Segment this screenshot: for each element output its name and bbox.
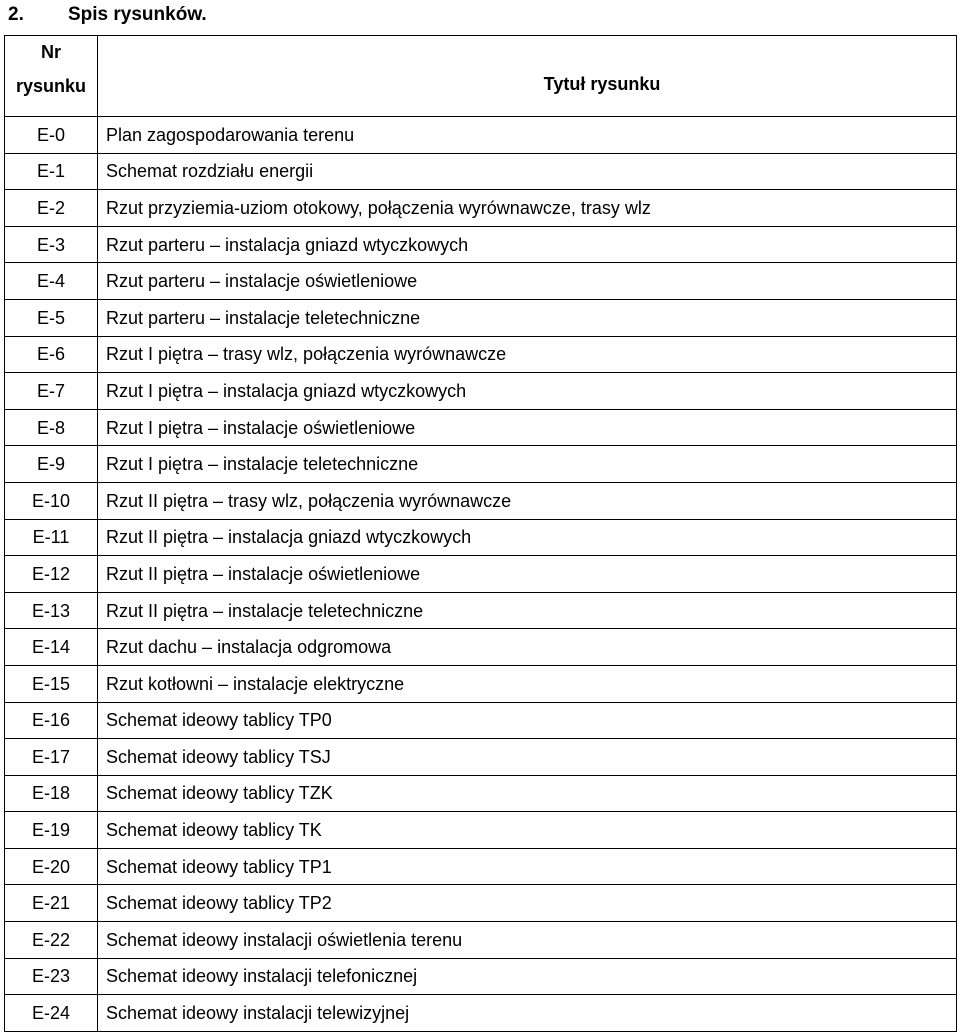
figure-number-cell: E-21 (5, 885, 98, 922)
figure-title-cell: Schemat rozdziału energii (98, 153, 957, 190)
figure-number-cell: E-18 (5, 775, 98, 812)
section-heading (8, 0, 207, 30)
figure-number-cell: E-19 (5, 812, 98, 849)
figure-title-cell: Rzut I piętra – instalacje teletechniczne (98, 446, 957, 483)
figure-title-cell: Rzut II piętra – trasy wlz, połączenia wyrównawcze (98, 482, 957, 519)
figure-number-cell: E-24 (5, 995, 98, 1032)
figure-title-cell: Rzut II piętra – instalacje teletechniczne (98, 592, 957, 629)
figure-number-cell: E-0 (5, 117, 98, 154)
figure-title-cell: Schemat ideowy tablicy TP2 (98, 885, 957, 922)
table-row (5, 739, 957, 776)
table-row (5, 117, 957, 154)
table-row (5, 446, 957, 483)
figure-number-cell: E-2 (5, 190, 98, 227)
section-number: 2. (8, 4, 24, 25)
table-row (5, 995, 957, 1032)
figure-title-cell: Schemat ideowy tablicy TK (98, 812, 957, 849)
figure-title-cell: Schemat ideowy instalacji oświetlenia terenu (98, 922, 957, 959)
table-row (5, 702, 957, 739)
figure-title-cell: Rzut parteru – instalacje oświetleniowe (98, 263, 957, 300)
figure-number-cell: E-16 (5, 702, 98, 739)
figure-title-cell: Rzut I piętra – instalacje oświetleniowe (98, 409, 957, 446)
figure-title-cell: Schemat ideowy tablicy TP1 (98, 848, 957, 885)
figure-number-cell: E-3 (5, 226, 98, 263)
table-row (5, 336, 957, 373)
figure-title-cell: Rzut dachu – instalacja odgromowa (98, 629, 957, 666)
figure-title-cell: Schemat ideowy tablicy TP0 (98, 702, 957, 739)
table-row (5, 848, 957, 885)
figure-number-cell: E-6 (5, 336, 98, 373)
figure-number-cell: E-10 (5, 482, 98, 519)
figure-number-cell: E-20 (5, 848, 98, 885)
figure-number-cell: E-17 (5, 739, 98, 776)
figure-title-cell: Rzut przyziemia-uziom otokowy, połączenia wyrównawcze, trasy wlz (98, 190, 957, 227)
table-row (5, 629, 957, 666)
figure-number-cell: E-22 (5, 922, 98, 959)
figure-title-cell: Rzut II piętra – instalacja gniazd wtyczkowych (98, 519, 957, 556)
table-row (5, 153, 957, 190)
figure-number-cell: E-12 (5, 556, 98, 593)
figure-number-cell: E-8 (5, 409, 98, 446)
figure-title-cell: Rzut I piętra – instalacja gniazd wtyczkowych (98, 373, 957, 410)
table-row (5, 482, 957, 519)
figures-table-body (5, 36, 957, 1032)
table-row (5, 775, 957, 812)
figure-title-cell: Schemat ideowy tablicy TZK (98, 775, 957, 812)
header-rysunku-label: rysunku (15, 76, 87, 96)
figure-number-cell: E-7 (5, 373, 98, 410)
header-nr-label: Nr (40, 42, 61, 62)
figure-title-cell: Schemat ideowy tablicy TSJ (98, 739, 957, 776)
figure-title-cell: Rzut kotłowni – instalacje elektryczne (98, 665, 957, 702)
figure-title-cell: Plan zagospodarowania terenu (98, 117, 957, 154)
figure-title-cell: Schemat ideowy instalacji telefonicznej (98, 958, 957, 995)
figure-number-cell: E-15 (5, 665, 98, 702)
figure-title-cell: Rzut parteru – instalacje teletechniczne (98, 299, 957, 336)
table-row (5, 592, 957, 629)
table-row (5, 556, 957, 593)
figure-number-cell: E-13 (5, 592, 98, 629)
figure-number-cell: E-11 (5, 519, 98, 556)
table-row (5, 958, 957, 995)
table-row (5, 190, 957, 227)
figures-table (4, 35, 957, 1032)
table-row (5, 409, 957, 446)
table-row (5, 299, 957, 336)
header-figure-title: Tytuł rysunku (98, 36, 957, 117)
table-row (5, 885, 957, 922)
header-figure-number (5, 36, 98, 117)
figure-title-cell: Rzut I piętra – trasy wlz, połączenia wyrównawcze (98, 336, 957, 373)
figure-title-cell: Schemat ideowy instalacji telewizyjnej (98, 995, 957, 1032)
figure-number-cell: E-14 (5, 629, 98, 666)
table-row (5, 263, 957, 300)
figure-number-cell: E-23 (5, 958, 98, 995)
table-row (5, 812, 957, 849)
figure-number-cell: E-1 (5, 153, 98, 190)
table-row (5, 665, 957, 702)
section-title: Spis rysunków. (68, 4, 207, 25)
table-row (5, 373, 957, 410)
figure-title-cell: Rzut II piętra – instalacje oświetleniowe (98, 556, 957, 593)
figure-number-cell: E-9 (5, 446, 98, 483)
figure-title-cell: Rzut parteru – instalacja gniazd wtyczkowych (98, 226, 957, 263)
table-row (5, 519, 957, 556)
figure-number-cell: E-5 (5, 299, 98, 336)
figure-number-cell: E-4 (5, 263, 98, 300)
table-row (5, 226, 957, 263)
table-row (5, 922, 957, 959)
table-header-row (5, 36, 957, 117)
